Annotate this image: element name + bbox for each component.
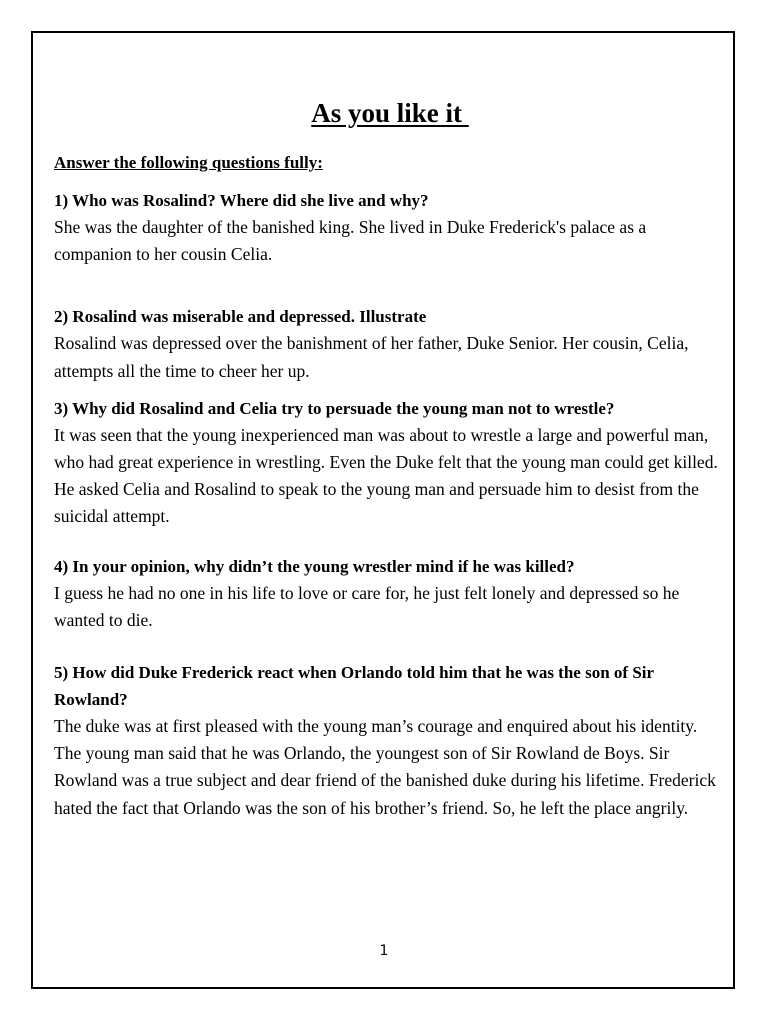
answer-4: I guess he had no one in his life to love or care for, he just felt lonely and depressed so he wanted to die. [54,582,680,630]
question-2: 2) Rosalind was miserable and depressed. Illustrate [54,307,427,327]
page-number: 1 [379,943,389,959]
instruction-heading: Answer the following questions fully: [54,153,323,172]
qa-item-2 [54,303,726,384]
question-1: 1) Who was Rosalind? Where did she live and why? [54,191,429,210]
qa-item-5 [54,659,726,822]
qa-item-3 [54,395,726,531]
answer-3: It was seen that the young inexperienced man was about to wrestle a large and powerful man, who had great experience in wrestling. Even the Duke felt that the young man could get killed. He asked Celia and Rosalind to speak to the young man and persuade him to desist from the suicidal attempt. [54,424,718,527]
question-4: 4) In your opinion, why didn’t the young wrestler mind if he was killed? [54,556,575,576]
document-title: As you like it [311,98,469,128]
answer-1: She was the daughter of the banished king. She lived in Duke Frederick's palace as a companion to her cousin Celia. [54,217,647,265]
question-5: 5) How did Duke Frederick react when Orlando told him that he was the son of Sir Rowland? [54,663,654,710]
answer-2: Rosalind was depressed over the banishment of her father, Duke Senior. Her cousin, Celia, attempts all the time to cheer her up. [54,333,689,381]
document-body [54,95,726,822]
question-3: 3) Why did Rosalind and Celia try to persuade the young man not to wrestle? [54,398,615,418]
answer-5: The duke was at first pleased with the young man’s courage and enquired about his identity. The young man said that he was Orlando, the youngest son of Sir Rowland de Boys. Sir Rowland was a true subject and dear friend of the banished duke during his lifetime. Frederick hated the fact that Orlando was the son of his brother’s friend. So, he left the place angrily. [54,716,716,818]
qa-item-4 [54,553,726,634]
qa-item-1 [54,187,726,268]
